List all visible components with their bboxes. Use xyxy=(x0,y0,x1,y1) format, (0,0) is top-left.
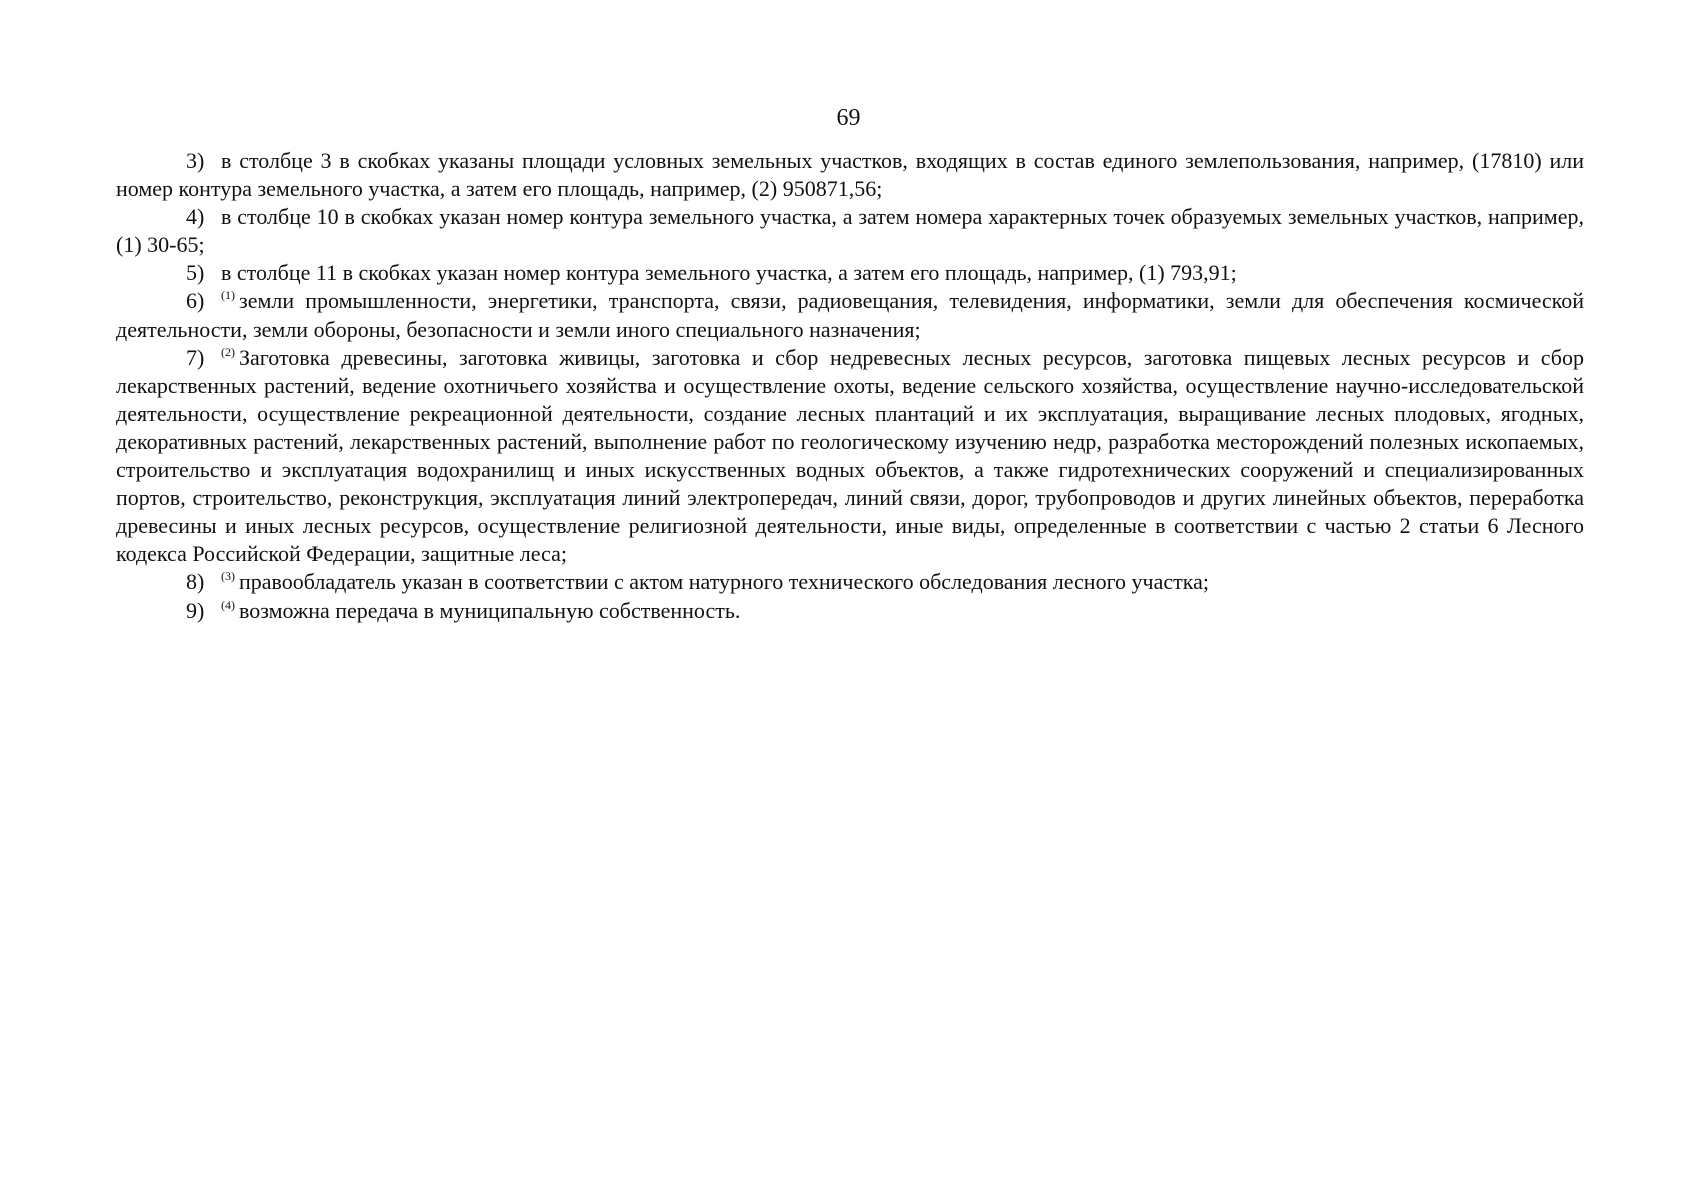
item-number: 3) xyxy=(186,148,205,173)
list-item xyxy=(116,597,1584,625)
list-item xyxy=(116,203,1584,259)
list-item xyxy=(116,147,1584,203)
item-number: 9) xyxy=(186,597,205,623)
list-item xyxy=(116,287,1584,343)
item-text: в столбце 3 в скобках указаны площади условных земельных участков, входящих в состав единого землепользования, например, (17810) или номер контура земельного участка, а затем его площадь, например, (2) 950871,56; xyxy=(116,148,1584,202)
footnote-marker: (1) xyxy=(221,288,235,303)
item-text: в столбце 10 в скобках указан номер контура земельного участка, а затем номера характерных точек образуемых земельных участков, например, (1) 30-65; xyxy=(116,204,1584,258)
list-item xyxy=(116,568,1584,596)
item-number: 6) xyxy=(186,288,205,314)
item-text: в столбце 11 в скобках указан номер контура земельного участка, а затем его площадь, например, (1) 793,91; xyxy=(221,260,1237,286)
page-number: 69 xyxy=(836,105,861,131)
item-text: правообладатель указан в соответствии с актом натурного технического обследования лесного участка; xyxy=(239,569,1209,595)
item-text: Заготовка древесины, заготовка живицы, заготовка и сбор недревесных лесных ресурсов, заготовка пищевых лесных ресурсов и сбор лекарственных растений, ведение охотничьего хозяйства и осуществление охоты, ведение сельского хозяйства, осуществление научно-исследовательской деятельности, осуществление рекреационной деятельности, создание лесных плантаций и их эксплуатация, выращивание лесных плодовых, ягодных, декоративных растений, лекарственных растений, выполнение работ по геологическому изучению недр, разработка месторождений полезных ископаемых, строительство и эксплуатация водохранилищ и иных искусственных водных объектов, а также гидротехнических сооружений и специализированных портов, строительство, реконструкция, эксплуатация линий электропередач, линий связи, дорог, трубопроводов и других линейных объектов, переработка древесины и иных лесных ресурсов, осуществление религиозной деятельности, иные виды, определенные в соответствии с частью 2 статьи 6 Лесного кодекса Российской Федерации, защитные леса; xyxy=(116,344,1584,567)
footnote-marker: (2) xyxy=(221,344,235,359)
footnote-marker: (4) xyxy=(221,597,235,612)
list-item xyxy=(116,259,1584,287)
list-item xyxy=(116,344,1584,569)
item-number: 5) xyxy=(186,260,205,286)
item-text: возможна передача в муниципальную собственность. xyxy=(239,597,741,623)
document-body xyxy=(116,147,1584,625)
footnote-marker: (3) xyxy=(221,569,235,584)
item-text: земли промышленности, энергетики, транспорта, связи, радиовещания, телевидения, информатики, земли для обеспечения космической деятельности, земли обороны, безопасности и земли иного специального назначения; xyxy=(116,288,1584,342)
item-number: 8) xyxy=(186,569,205,595)
item-number: 4) xyxy=(186,204,205,230)
item-number: 7) xyxy=(186,344,205,370)
